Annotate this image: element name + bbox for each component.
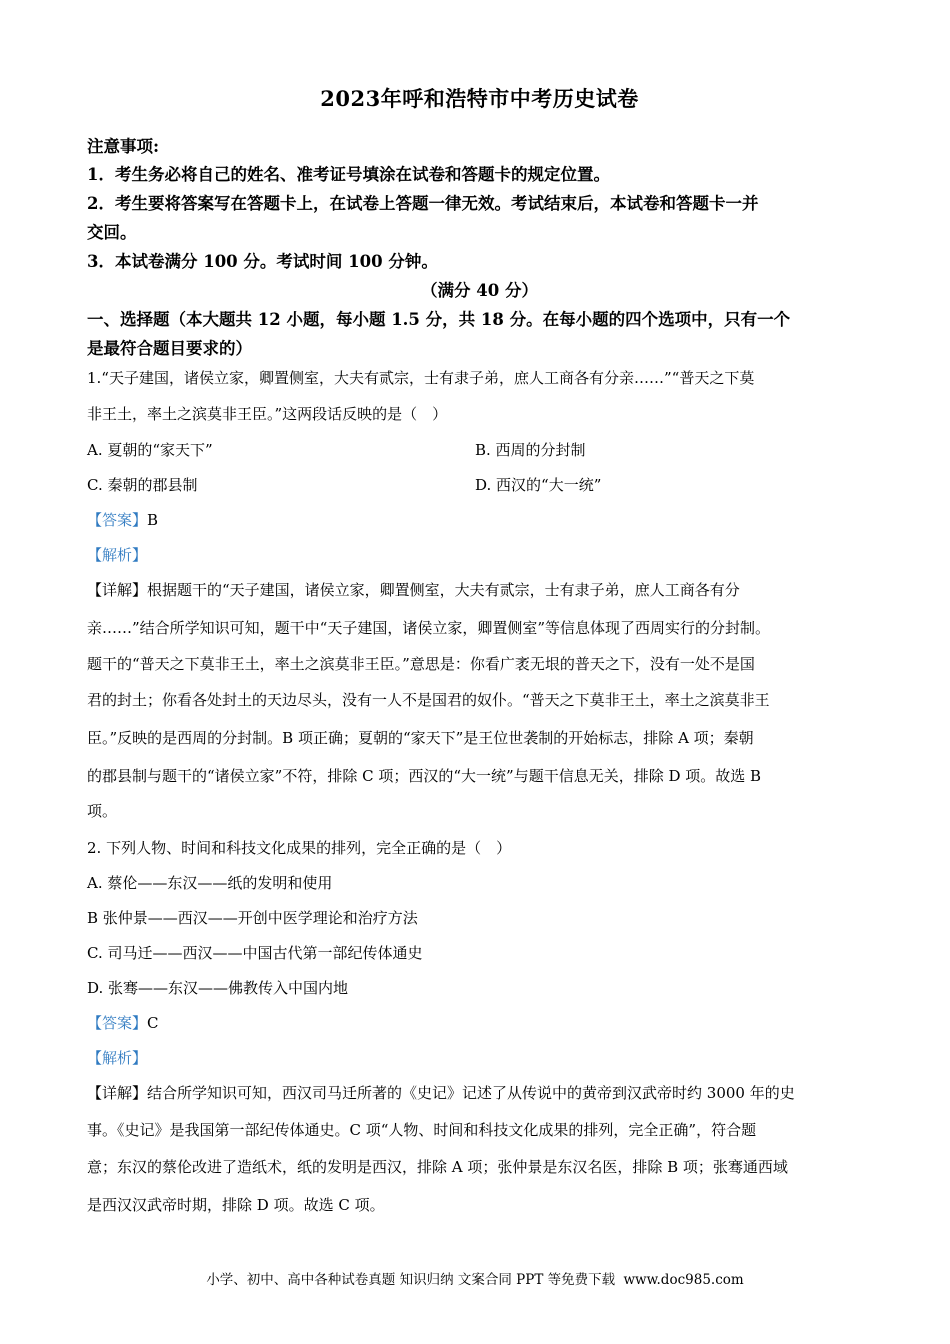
q1-detail-line-3: 题干的“普天之下莫非王土，率土之滨莫非王臣。”意思是：你看广袤无垠的普天之下，没有一处不是国 (87, 655, 755, 673)
q2-answer-value: C (147, 1014, 159, 1032)
q1-option-c: C. 秦朝的郡县制 (87, 476, 198, 494)
q2-detail-text-1: 结合所学知识可知，西汉司马迁所著的《史记》记述了从传说中的黄帝到汉武帝时约 3000 年的史 (147, 1084, 795, 1102)
q2-detail-line-2: 事。《史记》是我国第一部纪传体通史。C 项“人物、时间和科技文化成果的排列，完全正确”，符合题 (87, 1121, 757, 1139)
q1-detail-line-7: 项。 (87, 802, 118, 820)
score-note: （满分 40 分） (421, 281, 538, 300)
notice-heading: 注意事项: (87, 137, 160, 156)
q1-answer (87, 509, 158, 530)
page-title: 2023年呼和浩特市中考历史试卷 (320, 86, 639, 111)
q2-detail-line-3: 意；东汉的蔡伦改进了造纸术，纸的发明是西汉，排除 A 项；张仲景是东汉名医，排除 B 项；张骞通西域 (87, 1158, 788, 1176)
q1-detail-line-2: 亲……”结合所学知识可知，题干中“天子建国，诸侯立家，卿置侧室”等信息体现了西周实行的分封制。 (87, 619, 771, 637)
notice-item-1: 1．考生务必将自己的姓名、准考证号填涂在试卷和答题卡的规定位置。 (87, 165, 610, 184)
q2-stem: 2. 下列人物、时间和科技文化成果的排列，完全正确的是（ ） (87, 839, 512, 857)
q1-stem-cont: 非王土，率土之滨莫非王臣。”这两段话反映的是（ ） (87, 405, 448, 423)
q1-stem: 1.“天子建国，诸侯立家，卿置侧室，大夫有贰宗，士有隶子弟，庶人工商各有分亲……”“普天之下莫 (87, 369, 755, 387)
q1-answer-tag: 【答案】 (87, 511, 148, 529)
q2-option-a: A. 蔡伦——东汉——纸的发明和使用 (87, 874, 333, 892)
q1-detail-text-1: 根据题干的“天子建国，诸侯立家，卿置侧室，大夫有贰宗，士有隶子弟，庶人工商各有分 (147, 581, 740, 599)
q1-analysis-tag: 【解析】 (87, 546, 148, 564)
q1-detail-tag: 【详解】 (87, 581, 148, 599)
notice-item-3: 3．本试卷满分 100 分。考试时间 100 分钟。 (87, 252, 438, 271)
q2-detail-tag: 【详解】 (87, 1084, 148, 1102)
q2-option-b: B 张仲景——西汉——开创中医学理论和治疗方法 (87, 909, 418, 927)
notice-item-2-cont: 交回。 (87, 223, 137, 242)
q1-answer-value: B (147, 511, 159, 529)
q2-analysis-tag: 【解析】 (87, 1049, 148, 1067)
q1-detail-line-5: 臣。”反映的是西周的分封制。B 项正确；夏朝的“家天下”是王位世袭制的开始标志，排除 A 项；秦朝 (87, 729, 754, 747)
q2-option-d: D. 张骞——东汉——佛教传入中国内地 (87, 979, 349, 997)
q1-option-b: B. 西周的分封制 (475, 441, 586, 459)
q1-detail-line-1 (87, 579, 740, 600)
q1-option-d: D. 西汉的“大一统” (475, 476, 602, 494)
q1-option-a: A. 夏朝的“家天下” (87, 441, 213, 459)
q2-detail-line-4: 是西汉汉武帝时期，排除 D 项。故选 C 项。 (87, 1196, 385, 1214)
q1-detail-line-6: 的郡县制与题干的“诸侯立家”不符，排除 C 项；西汉的“大一统”与题干信息无关，排除 D 项。故选 B (87, 767, 762, 785)
section-heading: 一、选择题（本大题共 12 小题，每小题 1.5 分，共 18 分。在每小题的四个选项中，只有一个 (87, 310, 791, 329)
notice-item-2: 2．考生要将答案写在答题卡上，在试卷上答题一律无效。考试结束后，本试卷和答题卡一并 (87, 194, 759, 213)
q2-answer-tag: 【答案】 (87, 1014, 148, 1032)
q2-answer (87, 1012, 159, 1033)
q1-detail-line-4: 君的封土；你看各处封土的天边尽头，没有一人不是国君的奴仆。“普天之下莫非王土，率土之滨莫非王 (87, 691, 770, 709)
q2-detail-line-1 (87, 1082, 795, 1103)
section-heading-cont: 是最符合题目要求的） (87, 339, 252, 358)
footer-url[interactable]: www.doc985.com (623, 1272, 744, 1288)
footer-text: 小学、初中、高中各种试卷真题 知识归纳 文案合同 PPT 等免费下载 (206, 1272, 616, 1288)
q2-option-c: C. 司马迁——西汉——中国古代第一部纪传体通史 (87, 944, 423, 962)
page-footer (0, 1268, 950, 1288)
